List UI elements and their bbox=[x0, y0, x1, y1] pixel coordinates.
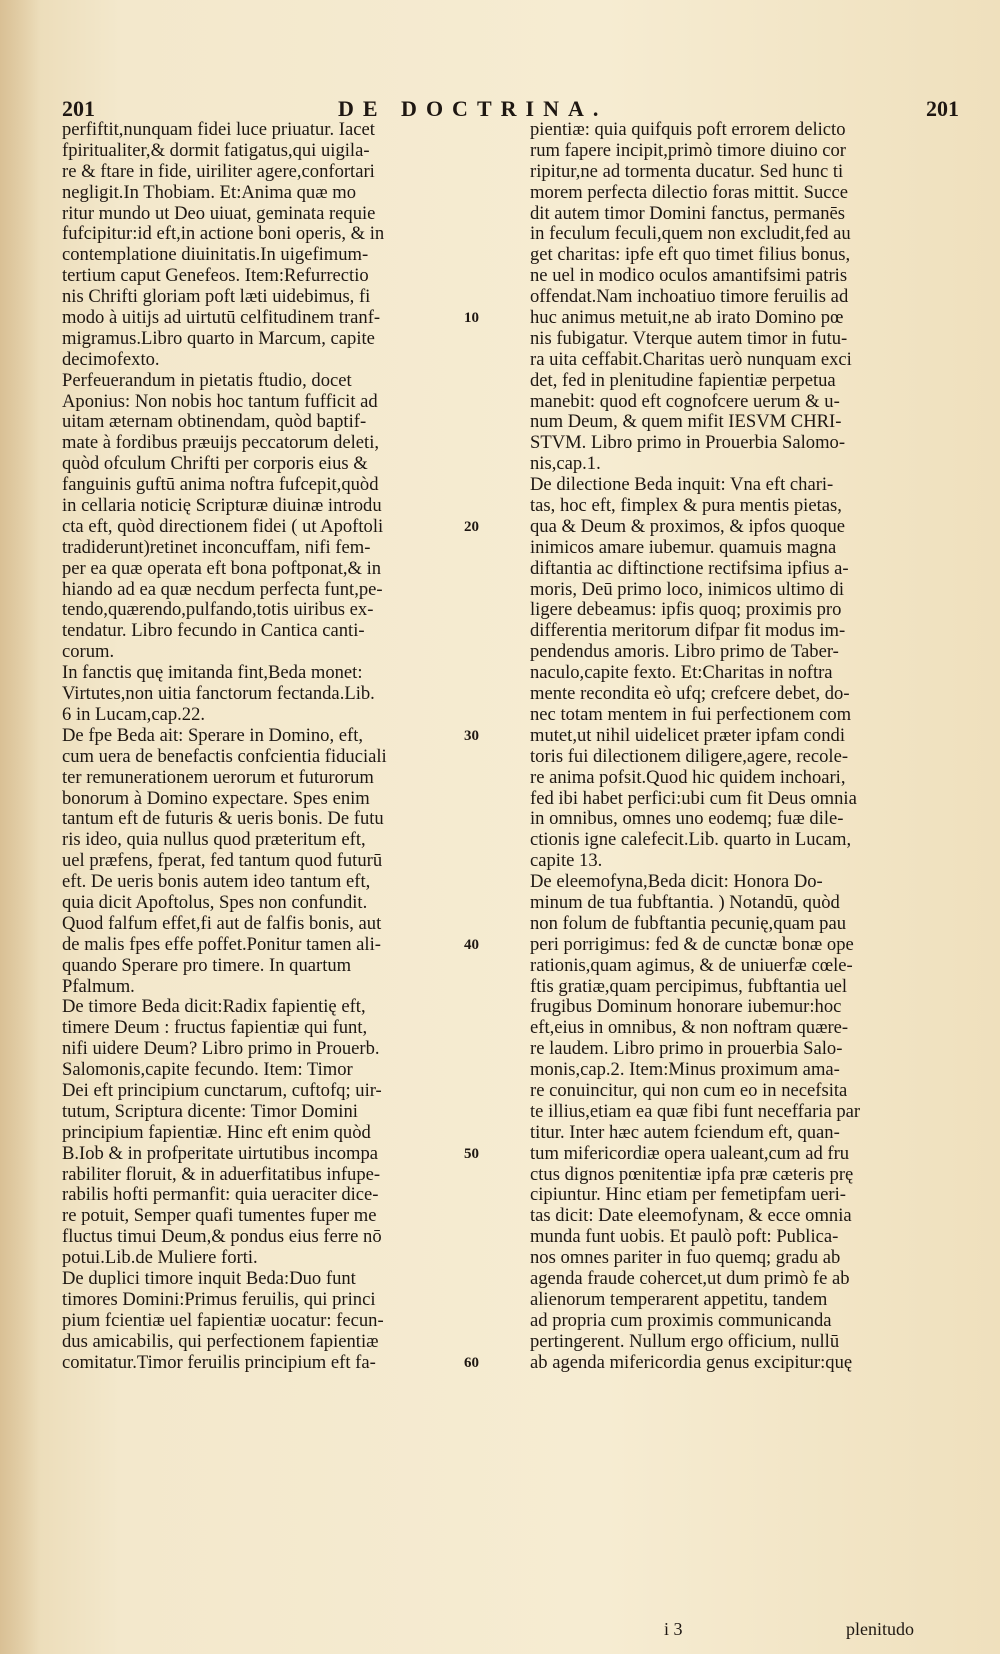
text-line: Aponius: Non nobis hoc tantum fufficit ad bbox=[62, 390, 378, 412]
text-line: mutet,ut nihil uidelicet præter ipfam condi bbox=[530, 724, 845, 746]
text-line: pientiæ: quia quifquis poft errorem delicto bbox=[530, 120, 846, 140]
text-line: nifi uidere Deum? Libro primo in Prouerb. bbox=[62, 1038, 380, 1060]
text-line: alienorum temperarent appetitu, tandem bbox=[530, 1288, 828, 1310]
text-line: 6 in Lucam,cap.22. bbox=[62, 703, 206, 725]
text-line: te illius,etiam ea quæ fibi funt neceffaria par bbox=[530, 1100, 861, 1122]
text-line: Salomonis,capite fecundo. Item: Timor bbox=[62, 1059, 353, 1081]
text-line: titur. Inter hæc autem fciendum eft, quan- bbox=[530, 1121, 840, 1143]
text-line: ctus dignos pœnitentiæ ipfa præ cæteris prę bbox=[530, 1163, 854, 1185]
text-line: tendatur. Libro fecundo in Cantica canti- bbox=[62, 620, 365, 642]
text-line: rabiliter floruit, & in aduerfitatibus infupe- bbox=[62, 1163, 381, 1185]
text-line: ab agenda mifericordia genus excipitur:quę bbox=[530, 1351, 853, 1373]
text-line: capite 13. bbox=[530, 850, 603, 872]
text-line: tantum eft de futuris & ueris bonis. De futu bbox=[62, 808, 384, 830]
text-line: re potuit, Semper quafi tumentes fuper me bbox=[62, 1205, 377, 1227]
text-line: frugibus Dominum honorare iubemur:hoc bbox=[530, 996, 842, 1018]
text-line: tas dicit: Date eleemofynam, & ecce omnia bbox=[530, 1205, 852, 1227]
text-line: nis fubigatur. Vterque autem timor in futu- bbox=[530, 327, 848, 349]
right-text-column bbox=[530, 120, 918, 1373]
page-number-right: 201 bbox=[926, 96, 959, 121]
text-line: tertium caput Genefeos. Item:Refurrectio bbox=[62, 265, 369, 287]
text-line: re laudem. Libro primo in prouerbia Salo- bbox=[530, 1038, 843, 1060]
text-line: dit autem timor Domini fanctus, permanēs bbox=[530, 202, 845, 224]
text-line: nos omnes pariter in fuo quemq; gradu ab bbox=[530, 1247, 841, 1269]
text-line: re anima pofsit.Quod hic quidem inchoari, bbox=[530, 766, 846, 788]
text-line: in omnibus, omnes uno eodemq; fuæ dile- bbox=[530, 808, 844, 830]
text-line: ligere debeamus: ipfis quoq; proximis pro bbox=[530, 599, 842, 621]
text-line: tutum, Scriptura dicente: Timor Domini bbox=[62, 1100, 358, 1122]
text-line: re & ftare in fide, uiriliter agere,confortari bbox=[62, 160, 375, 182]
text-line: migramus.Libro quarto in Marcum, capite bbox=[62, 327, 375, 349]
text-line: pertingerent. Nullum ergo officium, nullū bbox=[530, 1330, 840, 1352]
text-line: ad propria cum proximis communicanda bbox=[530, 1309, 832, 1331]
text-line: timores Domini:Primus feruilis, qui princi bbox=[62, 1288, 376, 1310]
text-line: ra uita ceffabit.Charitas uerò nunquam exci bbox=[530, 348, 852, 370]
text-line: morem perfecta dilectio foras mittit. Succe bbox=[530, 181, 849, 203]
text-line: ctionis igne calefecit.Lib. quarto in Lucam, bbox=[530, 829, 852, 851]
text-line: pium fcientiæ uel fapientiæ uocatur: fecun- bbox=[62, 1309, 384, 1331]
text-line: Virtutes,non uitia fanctorum fectanda.Lib. bbox=[62, 683, 375, 705]
text-line: ftis gratiæ,quam percipimus, fubftantia uel bbox=[530, 975, 848, 997]
text-line: quando Sperare pro timere. In quartum bbox=[62, 954, 352, 976]
text-line: non folum de fubftantia pecunię,quam pau bbox=[530, 912, 846, 934]
text-line: De dilectione Beda inquit: Vna eft chari- bbox=[530, 474, 834, 496]
page-gutter-shadow bbox=[0, 0, 40, 1654]
text-line: potui.Lib.de Muliere forti. bbox=[62, 1247, 258, 1269]
text-line: timere Deum : fructus fapientiæ qui funt, bbox=[62, 1017, 368, 1039]
left-text-column bbox=[62, 120, 450, 1373]
text-line: nis Chrifti gloriam poft læti uidebimus, fi bbox=[62, 286, 371, 308]
line-number: 60 bbox=[464, 1355, 479, 1372]
text-line: In fanctis quę imitanda fint,Beda monet: bbox=[62, 662, 363, 684]
text-line: naculo,capite fexto. Et:Charitas in noftra bbox=[530, 662, 833, 684]
text-line: cta eft, quòd directionem fidei ( ut Apoftoli bbox=[62, 515, 384, 537]
text-line: in cellaria noticię Scripturæ diuinæ introdu bbox=[62, 495, 382, 517]
text-line: quòd ofculum Chrifti per corporis eius & bbox=[62, 453, 368, 475]
text-line: fpiritualiter,& dormit fatigatus,qui uigila- bbox=[62, 139, 370, 161]
text-line: Pfalmum. bbox=[62, 975, 135, 997]
text-line: minum de tua fubftantia. ) Notandū, quòd bbox=[530, 891, 840, 913]
text-line: fed ibi habet perfici:ubi cum fit Deus omnia bbox=[530, 787, 857, 809]
text-line: monis,cap.2. Item:Minus proximum ama- bbox=[530, 1059, 840, 1081]
text-line: tum mifericordiæ opera ualeant,cum ad fru bbox=[530, 1142, 850, 1164]
text-line: cipiuntur. Hinc etiam per femetipfam ueri- bbox=[530, 1184, 846, 1206]
text-line: fanguinis guftū anima noftra fufcepit,quòd bbox=[62, 474, 379, 496]
text-line: rabilis hofti permanfit: quia ueraciter dice- bbox=[62, 1184, 379, 1206]
text-line: rum fapere incipit,primò timore diuino cor bbox=[530, 139, 847, 161]
text-line: offendat.Nam inchoatiuo timore feruilis ad bbox=[530, 286, 849, 308]
text-line: inimicos amare iubemur. quamuis magna bbox=[530, 536, 837, 558]
text-line: ne uel in modico oculos amantifsimi patris bbox=[530, 265, 848, 287]
line-number: 40 bbox=[464, 937, 479, 954]
text-line: Perfeuerandum in pietatis ftudio, docet bbox=[62, 369, 352, 391]
text-line: ter remunerationem uerorum et futurorum bbox=[62, 766, 374, 788]
text-line: mente recondita eò ufq; crefcere debet, do- bbox=[530, 683, 850, 705]
text-line: cum uera de benefactis confcientia fiduciali bbox=[62, 745, 387, 767]
text-line: toris fui dilectionem diligere,agere, recole- bbox=[530, 745, 849, 767]
text-line: contemplatione diuinitatis.In uigefimum- bbox=[62, 244, 369, 266]
text-line: quia dicit Apoftolus, Spes non confundit. bbox=[62, 891, 368, 913]
text-line: de malis fpes effe poffet.Ponitur tamen ali- bbox=[62, 933, 381, 955]
text-line: agenda fraude cohercet,ut dum primò fe ab bbox=[530, 1267, 850, 1289]
running-title: DE DOCTRINA. bbox=[338, 96, 608, 121]
text-line: STVM. Libro primo in Prouerbia Salomo- bbox=[530, 432, 846, 454]
text-line: manebit: quod eft cognofcere uerum & u- bbox=[530, 390, 840, 412]
text-line: tradiderunt)retinet inconcuffam, nifi fem- bbox=[62, 536, 371, 558]
text-line: bonorum à Domino expectare. Spes enim bbox=[62, 787, 370, 809]
text-line: det, fed in plenitudine fapientiæ perpetua bbox=[530, 369, 836, 391]
text-line: get charitas: ipfe eft quo timet filius bonus, bbox=[530, 244, 851, 266]
text-line: ritur mundo ut Deo uiuat, geminata requie bbox=[62, 202, 376, 224]
text-line: ris ideo, quia nullus quod præteritum eft, bbox=[62, 829, 366, 851]
text-line: mate à fordibus præuijs peccatorum deleti, bbox=[62, 432, 380, 454]
line-number: 50 bbox=[464, 1146, 479, 1163]
text-line: dus amicabilis, qui perfectionem fapientiæ bbox=[62, 1330, 379, 1352]
text-line: eft. De ueris bonis autem ideo tantum eft, bbox=[62, 871, 371, 893]
text-line: De duplici timore inquit Beda:Duo funt bbox=[62, 1267, 356, 1289]
text-line: qua & Deum & proximos, & ipfos quoque bbox=[530, 515, 846, 537]
text-line: nis,cap.1. bbox=[530, 453, 601, 475]
text-line: perfiftit,nunquam fidei luce priuatur. Iacet bbox=[62, 120, 375, 140]
text-line: differentia meritorum difpar fit modus im- bbox=[530, 620, 846, 642]
text-line: eft,eius in omnibus, & non noftram quære- bbox=[530, 1017, 849, 1039]
text-line: huc animus metuit,ne ab irato Domino pœ bbox=[530, 307, 844, 329]
text-line: fufcipitur:id eft,in actione boni operis, & in bbox=[62, 223, 385, 245]
text-line: uel præfens, fperat, fed tantum quod futurū bbox=[62, 850, 383, 872]
page-number-left: 201 bbox=[62, 96, 95, 121]
text-line: munda funt uobis. Et paulò poft: Publica- bbox=[530, 1226, 839, 1248]
text-line: corum. bbox=[62, 641, 115, 663]
signature-mark: i 3 bbox=[664, 1619, 683, 1639]
text-line: De fpe Beda ait: Sperare in Domino, eft, bbox=[62, 724, 364, 746]
text-line: B.Iob & in profperitate uirtutibus incompa bbox=[62, 1142, 379, 1164]
text-line: fluctus timui Deum,& pondus eius ferre nō bbox=[62, 1226, 382, 1248]
text-line: De timore Beda dicit:Radix fapientię eft, bbox=[62, 996, 366, 1018]
text-line: tendo,quærendo,pulfando,totis uiribus ex- bbox=[62, 599, 374, 621]
text-line: De eleemofyna,Beda dicit: Honora Do- bbox=[530, 871, 823, 893]
text-line: in feculum feculi,quem non excludit,fed au bbox=[530, 223, 851, 245]
text-line: comitatur.Timor feruilis principium eft fa- bbox=[62, 1351, 376, 1373]
text-line: hiando ad ea quæ necdum perfecta funt,pe- bbox=[62, 578, 383, 600]
line-number: 10 bbox=[464, 310, 479, 327]
text-line: re conuincitur, qui non cum eo in necefsita bbox=[530, 1079, 848, 1101]
line-number: 30 bbox=[464, 728, 479, 745]
text-line: rationis,quam agimus, & de uniuerfæ cœle- bbox=[530, 954, 853, 976]
text-line: modo à uitijs ad uirtutū celfitudinem tranf- bbox=[62, 307, 381, 329]
text-line: peri porrigimus: fed & de cunctæ bonæ ope bbox=[530, 933, 854, 955]
text-line: num Deum, & quem mifit IESVM CHRI- bbox=[530, 411, 842, 433]
line-number: 20 bbox=[464, 519, 479, 536]
text-line: nec totam mentem in fui perfectionem com bbox=[530, 703, 852, 725]
text-line: Dei eft principium cunctarum, cuftofq; uir- bbox=[62, 1079, 382, 1101]
catchword: plenitudo bbox=[846, 1619, 914, 1639]
text-line: ripitur,ne ad tormenta ducatur. Sed hunc ti bbox=[530, 160, 844, 182]
text-line: tas, hoc eft, fimplex & pura mentis pietas, bbox=[530, 495, 842, 517]
text-line: uitam æternam obtinendam, quòd baptif- bbox=[62, 411, 367, 433]
page-footer bbox=[530, 1618, 918, 1640]
text-line: diftantia ac diftinctione rectifsima ipfius a- bbox=[530, 557, 849, 579]
text-line: Quod falfum effet,fi aut de falfis bonis, aut bbox=[62, 912, 382, 934]
text-line: per ea quæ operata eft bona poftponat,& in bbox=[62, 557, 382, 579]
text-line: negligit.In Thobiam. Et:Anima quæ mo bbox=[62, 181, 357, 203]
text-line: moris, Deū primo loco, inimicos ultimo di bbox=[530, 578, 845, 600]
text-line: decimofexto. bbox=[62, 348, 160, 370]
text-line: principium fapientiæ. Hinc eft enim quòd bbox=[62, 1121, 371, 1143]
text-line: pendendus amoris. Libro primo de Taber- bbox=[530, 641, 839, 663]
